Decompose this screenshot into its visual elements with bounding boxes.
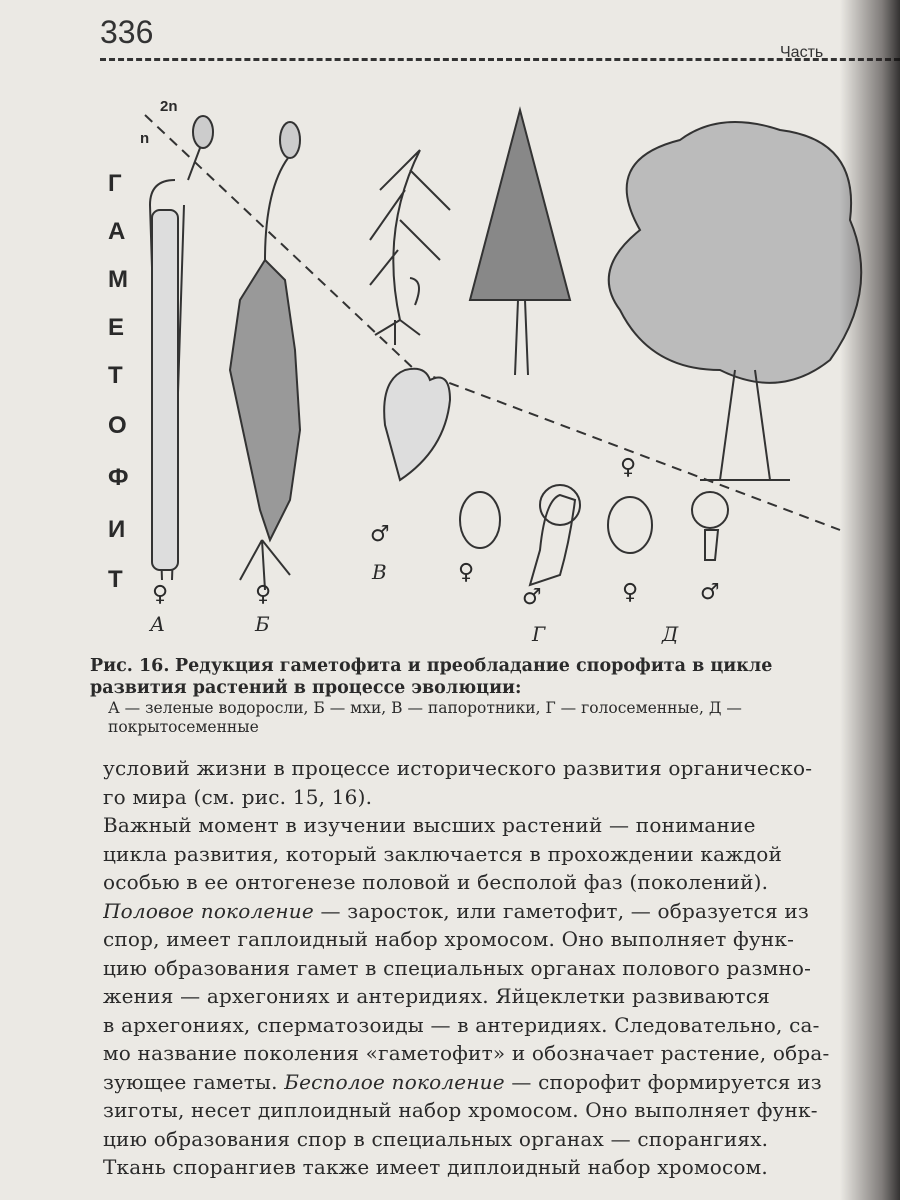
- text-line: жения — архегониях и антеридиях. Яйцеклетки развиваются: [103, 984, 770, 1008]
- panel-label-v: В: [372, 560, 387, 584]
- figure-caption: [90, 655, 890, 737]
- panel-label-d: Д: [662, 622, 679, 646]
- text-line: условий жизни в процессе исторического развития органическо-: [103, 756, 813, 780]
- female-symbol: ♀: [255, 582, 272, 607]
- vertical-label-letter: Ф: [108, 464, 129, 491]
- page-number: 336: [100, 14, 154, 50]
- male-symbol: ♂: [700, 580, 720, 605]
- vertical-label-letter: А: [108, 218, 126, 245]
- prothallus-drawing: [384, 369, 450, 480]
- male-symbol: ♂: [370, 522, 390, 547]
- text-span: — заросток, или гаметофит, — образуется из: [313, 898, 809, 923]
- female-symbol: ♀: [620, 455, 637, 480]
- figure-illustration: [0, 70, 900, 650]
- text-line: спор, имеет гаплоидный набор хромосом. Оно выполняет функ-: [103, 927, 795, 951]
- vertical-label-letter: М: [108, 266, 128, 293]
- text-line: цию образования спор в специальных органах — спорангиях.: [103, 1126, 769, 1151]
- caption-title: Редукция гаметофита и преобладание спорофита в цикле: [175, 656, 773, 676]
- text-line: в архегониях, сперматозоиды — в антеридиях. Следовательно, са-: [103, 1012, 820, 1037]
- caption-number: Рис. 16.: [90, 656, 170, 676]
- text-line: цию образования гамет в специальных органах полового размно-: [103, 955, 812, 980]
- text-line: Важный момент в изучении высших растений — понимание: [103, 813, 756, 837]
- header-rule: [100, 58, 900, 61]
- text-line: [103, 1068, 900, 1097]
- panel-label-b: Б: [255, 612, 270, 636]
- green-algae-drawing: [150, 116, 213, 580]
- female-symbol: ♀: [458, 560, 475, 585]
- text-line: [103, 897, 900, 926]
- caption-legend: покрытосеменные: [108, 718, 259, 736]
- vertical-label-letter: Г: [108, 170, 122, 197]
- vertical-label-letter: И: [108, 516, 126, 543]
- text-line: Ткань спорангиев также имеет диплоидный набор хромосом.: [103, 1155, 768, 1179]
- caption-title: развития растений в процессе эволюции:: [90, 678, 522, 698]
- text-line: особью в ее онтогенезе половой и бесполой фаз (поколений).: [103, 870, 769, 894]
- text-line: цикла развития, который заключается в прохождении каждой: [103, 841, 783, 866]
- text-span: — спорофит формируется из: [504, 1069, 822, 1094]
- body-text: [103, 754, 900, 1182]
- term-asexual-generation: Бесполое поколение: [284, 1069, 505, 1094]
- moss-drawing: [230, 122, 300, 590]
- female-symbol: ♀: [152, 582, 169, 607]
- male-symbol: ♂: [522, 585, 542, 610]
- vertical-label-letter: О: [108, 412, 127, 439]
- page-binding-shadow: [840, 0, 900, 1200]
- fern-drawing: [370, 150, 450, 345]
- vertical-label-letter: Т: [108, 362, 123, 389]
- term-sexual-generation: Половое поколение: [103, 898, 314, 923]
- deciduous-tree-drawing: [609, 122, 862, 480]
- female-symbol: ♀: [622, 580, 639, 605]
- text-line: зиготы, несет диплоидный набор хромосом. Оно выполняет функ-: [103, 1098, 818, 1122]
- label-2n: 2n: [160, 98, 178, 115]
- panel-label-g: Г: [532, 622, 546, 646]
- text-line: го мира (см. рис. 15, 16).: [103, 784, 373, 809]
- caption-legend: А — зеленые водоросли, Б — мхи, В — папоротники, Г — голосеменные, Д —: [108, 699, 742, 717]
- vertical-label-letter: Т: [108, 566, 123, 593]
- label-n: n: [140, 130, 150, 147]
- vertical-label-letter: Е: [108, 314, 125, 341]
- running-header: Часть: [780, 44, 824, 61]
- panel-label-a: А: [150, 612, 166, 636]
- text-line: мо название поколения «гаметофит» и обозначает растение, обра-: [103, 1041, 830, 1065]
- conifer-drawing: [470, 110, 570, 375]
- text-span: зующее гаметы.: [103, 1069, 285, 1094]
